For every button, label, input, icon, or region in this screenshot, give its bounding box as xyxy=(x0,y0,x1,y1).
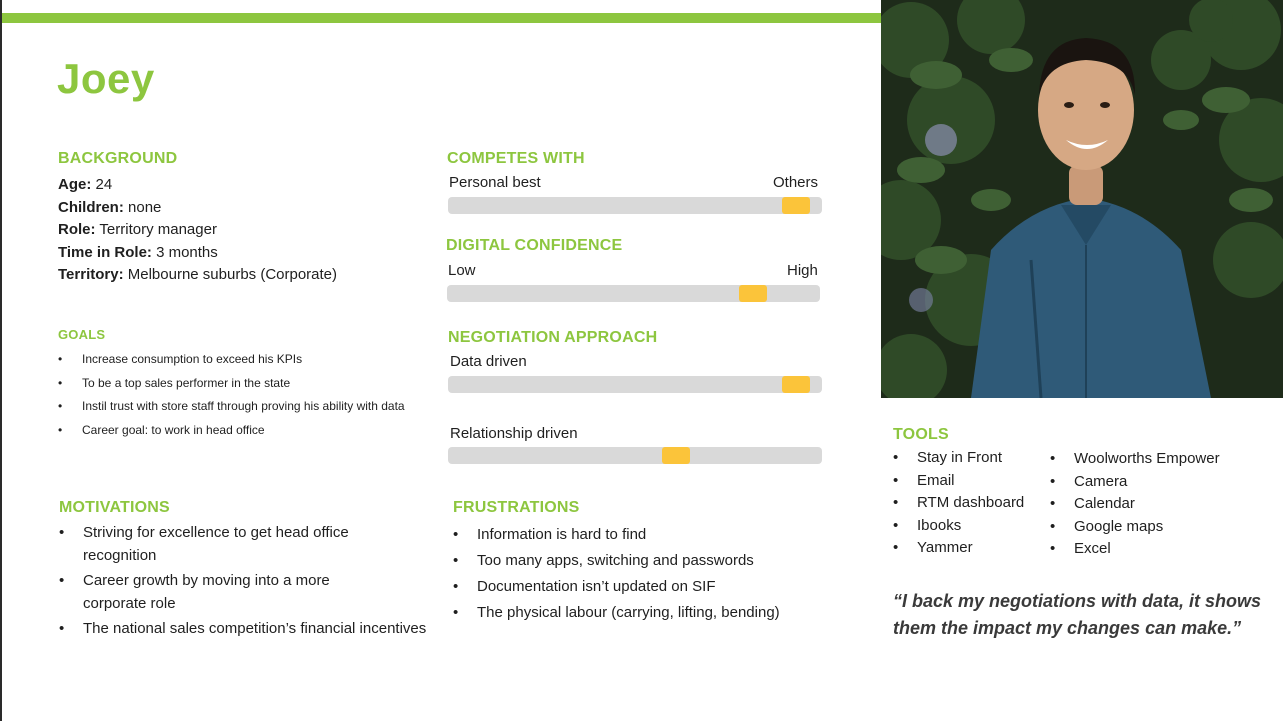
frustrations-title: FRUSTRATIONS xyxy=(453,499,580,516)
motivation-item: • Career growth by moving into a more corporate role xyxy=(59,570,439,615)
tools-list-column-2 xyxy=(1050,448,1220,561)
data-driven-marker xyxy=(782,376,810,393)
motivations-title: MOTIVATIONS xyxy=(59,499,170,516)
persona-quote: “I back my negotiations with data, it shows them the impact my changes can make.” xyxy=(893,591,1262,638)
goal-item: • Career goal: to work in head office xyxy=(58,419,405,443)
background-role: Role: Territory manager xyxy=(58,221,217,238)
frustration-item: • Information is hard to find xyxy=(453,522,780,548)
goal-item: • To be a top sales performer in the state xyxy=(58,372,405,396)
competes-with-high-label: Others xyxy=(773,174,819,191)
background-details xyxy=(58,174,337,287)
top-accent-bar xyxy=(2,13,882,23)
competes-with-marker xyxy=(782,197,810,214)
relationship-driven-marker xyxy=(662,447,690,464)
competes-with-low-label: Personal best xyxy=(449,174,541,191)
tool-item: • Email xyxy=(893,470,1024,493)
frustration-item: • Too many apps, switching and passwords xyxy=(453,548,780,574)
data-driven-label: Data driven xyxy=(450,353,527,370)
tool-item: • Ibooks xyxy=(893,515,1024,538)
tools-title: TOOLS xyxy=(893,426,949,443)
digital-confidence-high-label: High xyxy=(787,262,818,279)
relationship-driven-scale xyxy=(448,447,822,464)
relationship-driven-label: Relationship driven xyxy=(450,425,578,442)
goals-list xyxy=(58,348,405,442)
motivation-item: • Striving for excellence to get head office recognition xyxy=(59,522,439,567)
background-territory: Territory: Melbourne suburbs (Corporate) xyxy=(58,266,338,283)
motivations-list xyxy=(59,522,439,644)
data-driven-scale xyxy=(448,376,822,393)
frustration-item: • The physical labour (carrying, lifting, bending) xyxy=(453,600,780,626)
digital-confidence-title: DIGITAL CONFIDENCE xyxy=(446,237,623,254)
background-time-in-role: Time in Role: 3 months xyxy=(58,243,218,261)
persona-name: Joey xyxy=(57,55,155,102)
competes-with-title: COMPETES WITH xyxy=(447,150,585,167)
goals-title: GOALS xyxy=(58,327,106,342)
digital-confidence-marker xyxy=(739,285,767,302)
tool-item: • Stay in Front xyxy=(893,447,1024,470)
negotiation-approach-title: NEGOTIATION APPROACH xyxy=(448,329,658,346)
background-title: BACKGROUND xyxy=(58,150,178,167)
digital-confidence-scale xyxy=(447,285,820,302)
frustration-item: • Documentation isn’t updated on SIF xyxy=(453,574,780,600)
tool-item: • Google maps xyxy=(1050,516,1220,539)
tool-item: • Yammer xyxy=(893,537,1024,560)
persona-photo xyxy=(881,0,1283,398)
tool-item: • Woolworths Empower xyxy=(1050,448,1220,471)
motivation-item: • The national sales competition’s financial incentives xyxy=(59,618,439,641)
tool-item: • Calendar xyxy=(1050,493,1220,516)
goal-item: • Increase consumption to exceed his KPIs xyxy=(58,348,405,372)
tool-item: • Camera xyxy=(1050,471,1220,494)
tools-list-column-1 xyxy=(893,447,1024,560)
digital-confidence-low-label: Low xyxy=(448,262,476,279)
tool-item: • Excel xyxy=(1050,538,1220,561)
goal-item: • Instil trust with store staff through proving his ability with data xyxy=(58,395,405,419)
background-children: Children: none xyxy=(58,198,162,216)
frustrations-list xyxy=(453,522,780,626)
competes-with-scale xyxy=(448,197,822,214)
left-edge-line xyxy=(0,0,2,721)
background-age: Age: 24 xyxy=(58,176,113,193)
tool-item: • RTM dashboard xyxy=(893,492,1024,515)
